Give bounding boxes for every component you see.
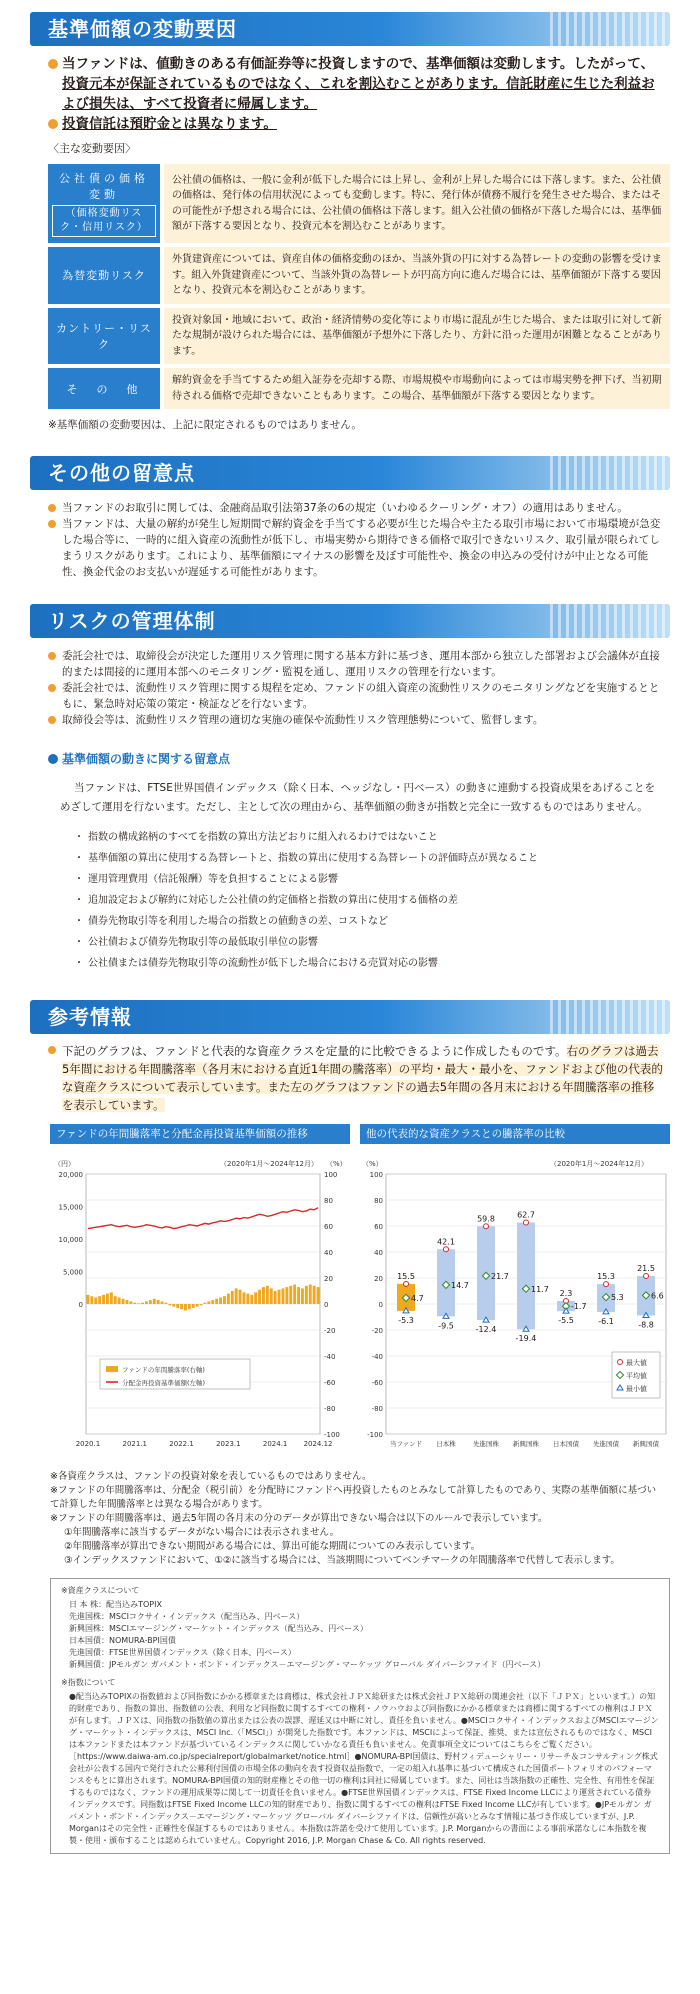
- legend-label: 平均値: [626, 1372, 647, 1380]
- return-bar: [223, 1296, 226, 1304]
- source-line: 新興国株：MSCIエマージング・マーケット・インデックス（配当込み、円ベース）: [69, 1624, 368, 1633]
- other-note-item: 当ファンドのお取引に関しては、金融商品取引法第37条の6の規定（いわゆるクーリング・オフ）の適用はありません。: [48, 500, 664, 516]
- principal-warning-text: 当ファンドは、値動きのある有価証券等に投資しますので、基準価額は変動します。したがって、: [62, 56, 655, 72]
- return-bar: [204, 1303, 207, 1304]
- risk-note: ※基準価額の変動要因は、上記に限定されるものではありません。: [48, 419, 362, 431]
- avg-label: 6.6: [651, 1291, 664, 1301]
- min-label: -5.3: [398, 1315, 414, 1325]
- return-bar: [94, 1298, 97, 1305]
- right-tick-label: 20: [324, 1275, 333, 1283]
- section-title-fluctuation: 基準価額の変動要因: [30, 12, 670, 46]
- max-label: 42.1: [437, 1237, 455, 1247]
- legend-label: ファンドの年間騰落率(右軸): [122, 1366, 205, 1374]
- return-bar: [309, 1285, 312, 1305]
- max-marker: [644, 1274, 649, 1279]
- source-title: ※資産クラスについて: [61, 1586, 140, 1595]
- right-tick-label: -20: [324, 1327, 336, 1335]
- return-bar: [239, 1290, 242, 1304]
- list-item: ・ 公社債または債券先物取引等の流動性が低下した場合における売買対応の影響: [78, 953, 670, 974]
- right-tick-label: 0: [324, 1301, 329, 1309]
- risk-name-cell: [48, 164, 160, 243]
- return-bar: [262, 1287, 265, 1304]
- risk-mgmt-item: 委託会社では、流動性リスク管理に関する規程を定め、ファンドの組入資産の流動性リスクのモニタリングなどを実施するとともに、緊急時対応策の策定・検証などを行ないます。: [48, 680, 664, 712]
- legend-label: 最大値: [626, 1359, 647, 1367]
- left-chart: [50, 1144, 350, 1464]
- right-tick-label: -100: [324, 1431, 340, 1439]
- footnote: ②年間騰落率が算出できない期間がある場合には、算出可能な期間についてのみ表示しています。: [64, 1541, 481, 1552]
- source-line: 先進国債：FTSE世界国債インデックス（除く日本、円ベース）: [69, 1648, 296, 1657]
- return-bar: [180, 1304, 183, 1309]
- x-tick-label: 2022.1: [169, 1440, 194, 1448]
- risk-row: [48, 368, 670, 409]
- right-tick-label: 60: [324, 1223, 333, 1231]
- source-box: [50, 1578, 670, 1854]
- max-marker: [524, 1220, 529, 1225]
- risk-row: [48, 164, 670, 243]
- return-bar: [137, 1303, 140, 1304]
- reference-intro-text: 下記のグラフは、ファンドと代表的な資産クラスを定量的に比較できるように作成したものです。: [62, 1044, 567, 1058]
- return-bar: [168, 1304, 171, 1305]
- max-label: 21.5: [637, 1264, 655, 1274]
- tick-label: 100: [369, 1171, 383, 1179]
- footnote: ※ファンドの年間騰落率は、分配金（税引前）を分配時にファンドへ再投資したものとみなして計算したものであり、実際の基準価額に基づいて計算した年間騰落率とは異なる場合があります。: [50, 1485, 657, 1510]
- avg-label: 11.7: [531, 1284, 549, 1294]
- list-item: ・ 運用管理費用（信託報酬）等を負担することによる影響: [78, 869, 670, 890]
- return-bar: [102, 1295, 105, 1304]
- charts-area: [50, 1124, 670, 1464]
- x-tick-label: 2020.1: [75, 1440, 101, 1448]
- right-tick-label: 40: [324, 1249, 333, 1257]
- footnote: ③インデックスファンドにおいて、①②に該当する場合には、当該期間についてベンチマークの年間騰落率で代替して表示します。: [64, 1555, 620, 1566]
- return-bar: [192, 1304, 195, 1308]
- return-bar: [122, 1299, 125, 1304]
- return-bar: [211, 1300, 214, 1304]
- max-label: 62.7: [517, 1210, 535, 1220]
- left-axis-unit: （円）: [54, 1160, 75, 1168]
- right-axis-unit: （%）: [326, 1160, 347, 1168]
- return-bar: [157, 1300, 160, 1304]
- source-line: 日 本 株：配当込みTOPIX: [69, 1600, 162, 1609]
- deposit-warning-text: 投資信託は預貯金とは異なります。: [62, 116, 277, 132]
- return-bar: [293, 1285, 296, 1305]
- return-bar: [126, 1300, 129, 1304]
- risk-mgmt-item: 取締役会等は、流動性リスク管理の適切な実施の確保や流動性リスク管理態勢について、監督します。: [48, 712, 664, 728]
- tick-label: 0: [378, 1301, 383, 1309]
- chart-period: （2020年1月～2024年12月）: [550, 1160, 648, 1168]
- list-item: ・ 基準価額の算出に使用する為替レートと、指数の算出に使用する為替レートの評価時点が異なること: [78, 848, 670, 869]
- return-bar: [254, 1292, 257, 1304]
- return-bar: [289, 1286, 292, 1304]
- return-bar: [176, 1304, 179, 1308]
- return-bar: [285, 1287, 288, 1304]
- risk-table-caption: 〈主な変動要因〉: [48, 142, 136, 155]
- return-bar: [90, 1296, 93, 1304]
- list-item: ・ 指数の構成銘柄のすべてを指数の算出方法どおりに組入れるわけではないこと: [78, 827, 670, 848]
- legend-label: 分配金再投資基準価額(左軸): [122, 1379, 206, 1387]
- section-title-risk-management: リスクの管理体制: [30, 604, 670, 638]
- reference-footnotes: [50, 1470, 660, 1568]
- return-bar: [172, 1304, 175, 1307]
- return-bar: [305, 1286, 308, 1304]
- return-bar: [282, 1288, 285, 1304]
- tick-label: 20: [374, 1275, 383, 1283]
- return-bar: [161, 1301, 164, 1304]
- category-label: 日本株: [436, 1440, 456, 1448]
- category-label: 日本国債: [553, 1440, 579, 1448]
- return-bar: [118, 1298, 121, 1305]
- chart-period: （2020年1月～2024年12月）: [220, 1160, 318, 1168]
- return-bar: [184, 1304, 187, 1311]
- category-label: 先進国債: [593, 1440, 619, 1448]
- category-label: 当ファンド: [389, 1440, 423, 1448]
- min-label: -6.1: [598, 1316, 614, 1326]
- x-tick-label: 2024.1: [262, 1440, 288, 1448]
- return-bar: [207, 1301, 210, 1304]
- return-bar: [317, 1287, 320, 1304]
- principal-warning-underline: 投資元本が保証されているものではなく、これを割込むことがあります。信託財産に生じた利益および損失は、すべて投資者に帰属します。: [62, 76, 655, 112]
- return-bar: [313, 1286, 316, 1304]
- principal-warning: [48, 54, 664, 114]
- tick-label: 60: [374, 1223, 383, 1231]
- left-tick-label: 5,000: [62, 1268, 83, 1277]
- min-label: -12.4: [475, 1325, 497, 1335]
- right-chart-panel: [360, 1124, 670, 1468]
- return-bar: [141, 1303, 144, 1304]
- return-bar: [196, 1304, 199, 1307]
- return-bar: [219, 1298, 222, 1305]
- tick-label: -100: [367, 1431, 383, 1439]
- list-item: ・ 公社債および債券先物取引等の最低取引単位の影響: [78, 932, 670, 953]
- right-chart-title: 他の代表的な資産クラスとの騰落率の比較: [360, 1124, 670, 1144]
- avg-label: -1.7: [571, 1302, 587, 1312]
- risk-row: [48, 247, 670, 304]
- max-marker: [444, 1247, 449, 1252]
- left-chart-title: ファンドの年間騰落率と分配金再投資基準価額の推移: [50, 1124, 350, 1144]
- range-bar: [517, 1222, 535, 1329]
- axis-unit: （%）: [362, 1160, 383, 1168]
- max-label: 2.3: [559, 1289, 573, 1299]
- max-label: 15.3: [597, 1272, 615, 1282]
- risk-name: カントリー・リスク: [48, 308, 160, 365]
- return-bar: [87, 1295, 90, 1304]
- avg-label: 4.7: [411, 1293, 424, 1303]
- index-title: ※指数について: [61, 1678, 116, 1687]
- list-item: ・ 追加設定および解約に対応した公社債の約定価格と指数の算出に使用する価格の差: [78, 890, 670, 911]
- category-label: 新興国株: [513, 1440, 539, 1448]
- x-tick-label: 2021.1: [122, 1440, 147, 1448]
- max-label: 15.5: [397, 1271, 415, 1281]
- max-marker: [604, 1282, 609, 1287]
- return-bar: [215, 1299, 218, 1304]
- return-bar: [110, 1292, 113, 1304]
- return-bar: [149, 1300, 152, 1304]
- right-tick-label: -80: [324, 1405, 336, 1413]
- right-tick-label: -60: [324, 1379, 336, 1387]
- tick-label: -80: [371, 1405, 383, 1413]
- return-bar: [258, 1290, 261, 1304]
- risk-name: 公社債の価格変動: [59, 172, 149, 201]
- min-label: -8.8: [638, 1320, 654, 1330]
- source-line: 日本国債：NOMURA-BPI国債: [69, 1636, 176, 1645]
- nav-notes-list: [78, 827, 670, 974]
- return-bar: [274, 1291, 277, 1304]
- other-note-item: 当ファンドは、大量の解約が発生し短期間で解約資金を手当てする必要が生じた場合や主たる取引市場において市場環境が急変した場合等に、一時的に組入資産の流動性が低下し、市場実勢から期待できる価格で取引できないリスク、取引量が限られてしまうリスクがあります。これにより、基準価額にマイナスの影響を及ぼす可能性や、換金の申込みの受付けが中止となる可能性、換金代金のお支払いが遅延する可能性があります。: [48, 516, 664, 580]
- source-line: 先進国株：MSCIコクサイ・インデックス（配当込み、円ベース）: [69, 1612, 305, 1621]
- risk-name: そ の 他: [48, 368, 160, 409]
- return-bar: [200, 1304, 203, 1305]
- category-label: 先進国株: [473, 1440, 499, 1448]
- return-bar: [246, 1294, 249, 1304]
- return-bar: [297, 1287, 300, 1304]
- reference-intro-highlight: 右のグラフは過去5年間における年間騰落率（各月末における直近1年間の騰落率）の平均・最大・最小を、ファンドおよび他の代表的な資産クラスについて表示しています。また左のグラフはファンドの過去5年間の各月末における年間騰落率の推移を表示しています。: [62, 1044, 663, 1112]
- risk-mgmt-item: 委託会社では、取締役会が決定した運用リスク管理に関する基本方針に基づき、運用本部から独立した部署および会議体が直接的または間接的に運用本部へのモニタリング・監視を通し、運用リスクの管理を行ないます。: [48, 648, 664, 680]
- return-bar: [278, 1290, 281, 1304]
- index-text: ●配当込みTOPIXの指数値および同指数にかかる標章または商標は、株式会社ＪＰＸ総研または株式会社ＪＰＸ総研の関連会社（以下「ＪＰＸ」といいます。）の知的財産であり、指数の算出、指数値の公表、利用など同指数に関するすべての権利・ノウハウおよび同指数にかかる標章または商標に関するすべての権利はＪＰＸが有します。ＪＰＸは、同指数の指数値の算出または公表の誤謬、遅延又は中断に対し、責任を負いません。●MSCIコクサイ・インデックスおよびMSCIエマージング・マーケット・インデックスは、MSCI Inc.（「MSCI」）が開発した指数です。本ファンドは、MSCIによって保証、推奨、または宣伝されるものではなく、MSCIは本ファンドまたは本ファンドが基づいているインデックスに関していかなる責任も負いません。免責事項全文についてはこちらをご覧ください。［https://www.daiwa-am.co.jp/specialreport/globalmarket/notice.html］●NOMURA-BPI国債は、野村フィデューシャリー・リサーチ＆コンサルティング株式会社が公表する国内で発行された公募利付国債の市場全体の動向を表す投資収益指数で、一定の組入れ基準に基づいて構成された国債ポートフォリオのパフォーマンスをもとに算出されます。NOMURA-BPI国債の知的財産権とその他一切の権利は同社に帰属しています。また、同社は当該指数の正確性、完全性、有用性を保証するものではなく、ファンドの運用成果等に関して一切責任を負いません。●FTSE世界国債インデックスは、FTSE Fixed Income LLCにより運営されている債券インデックスです。同指数はFTSE Fixed Income LLCの知的財産であり、指数に関するすべての権利はFTSE Fixed Income LLCが有しています。●JPモルガン ガバメント・ボンド・インデックス－エマージング・マーケッツ グローバル ダイバーシファイドは、信頼性が高いとみなす情報に基づき作成していますが、J.P. Morganはその完全性・正確性を保証するものではありません。本指数は許諾を受けて使用しています。J.P. Morganからの書面による事前承諾なしに本指数を複製・使用・頒布することは認められていません。Copyright 2016, J.P. Morgan Chase & Co. All rights reserved.: [69, 1692, 659, 1845]
- min-label: -19.4: [515, 1334, 537, 1344]
- max-marker: [484, 1224, 489, 1229]
- right-tick-label: -40: [324, 1353, 336, 1361]
- return-bar: [188, 1304, 191, 1309]
- return-bar: [231, 1291, 234, 1304]
- nav-notes-heading: 基準価額の動きに関する留意点: [48, 750, 670, 767]
- return-bar: [114, 1296, 117, 1304]
- legend-label: 最小値: [626, 1385, 647, 1393]
- avg-label: 5.3: [611, 1293, 624, 1303]
- tick-label: -40: [371, 1353, 383, 1361]
- legend-max-icon: [618, 1360, 623, 1365]
- return-bar: [235, 1288, 238, 1304]
- footnote: ※ファンドの年間騰落率は、過去5年間の各月末の分のデータが算出できない場合は以下のルールで表示しています。: [50, 1513, 548, 1524]
- risk-row: [48, 308, 670, 365]
- section-title-reference: 参考情報: [30, 1000, 670, 1034]
- legend-swatch-bar: [106, 1366, 118, 1372]
- nav-notes-paragraph: 当ファンドは、FTSE世界国債インデックス（除く日本、ヘッジなし・円ベース）の動きに連動する投資成果をあげることをめざして運用を行ないます。ただし、主として次の理由から、基準価額の動きが指数と完全に一致するものではありません。: [60, 782, 656, 813]
- return-bar: [165, 1303, 168, 1304]
- return-bar: [270, 1288, 273, 1304]
- x-tick-label: 2024.12: [303, 1440, 333, 1448]
- min-label: -9.5: [438, 1321, 454, 1331]
- deposit-warning: [48, 114, 664, 134]
- category-label: 新興国債: [633, 1440, 659, 1448]
- avg-label: 21.7: [491, 1271, 509, 1281]
- return-bar: [227, 1294, 230, 1304]
- source-line: 新興国債：JPモルガン ガバメント・ボンド・インデックス－エマージング・マーケッツ グローバル ダイバーシファイド（円ベース）: [69, 1660, 546, 1669]
- risk-desc: 外貨建資産については、資産自体の価格変動のほか、当該外貨の円に対する為替レートの変動の影響を受けます。組入外貨建資産について、当該外貨の為替レートが円高方向に進んだ場合には、基準価額が下落する要因となり、投資元本を割込むことがあります。: [160, 247, 670, 304]
- section-title-other-notes: その他の留意点: [30, 456, 670, 490]
- return-bar: [98, 1296, 101, 1304]
- risk-desc: 公社債の価格は、一般に金利が低下した場合には上昇し、金利が上昇した場合には下落します。また、公社債の価格は、発行体の信用状況によっても変動します。特に、発行体が債務不履行を発生させた場合、またはその可能性が予想される場合には、公社債の価格は下落します。組入公社債の価格が下落した場合には、基準価額が下落する要因となり、投資元本を割込むことがあります。: [160, 164, 670, 243]
- tick-label: -60: [371, 1379, 383, 1387]
- right-chart: [360, 1144, 670, 1464]
- right-tick-label: 100: [324, 1171, 338, 1179]
- x-tick-label: 2023.1: [216, 1440, 241, 1448]
- risk-desc: 投資対象国・地域において、政治・経済情勢の変化等により市場に混乱が生じた場合、または取引に対して新たな規制が設けられた場合には、基準価額が予想外に下落したり、方針に沿った運用が困難となることがあります。: [160, 308, 670, 365]
- return-bar: [243, 1292, 246, 1304]
- risk-table: [48, 160, 670, 413]
- risk-subname: （価格変動リスク・信用リスク）: [52, 205, 156, 237]
- max-marker: [404, 1281, 409, 1286]
- max-label: 59.8: [477, 1214, 495, 1224]
- left-chart-panel: [50, 1124, 350, 1468]
- tick-label: -20: [371, 1327, 383, 1335]
- return-bar: [266, 1286, 269, 1304]
- min-label: -5.5: [558, 1316, 574, 1326]
- tick-label: 40: [374, 1249, 383, 1257]
- return-bar: [106, 1294, 109, 1304]
- list-item: ・ 債券先物取引等を利用した場合の指数との値動きの差、コストなど: [78, 911, 670, 932]
- footnote: ①年間騰落率に該当するデータがない場合には表示されません。: [64, 1527, 340, 1538]
- left-tick-label: 10,000: [58, 1236, 83, 1244]
- return-bar: [153, 1299, 156, 1304]
- return-bar: [301, 1288, 304, 1304]
- risk-name: 為替変動リスク: [48, 247, 160, 304]
- tick-label: 80: [374, 1197, 383, 1205]
- return-bar: [129, 1301, 132, 1304]
- avg-label: 14.7: [451, 1280, 469, 1290]
- risk-desc: 解約資金を手当てするため組入証券を売却する際、市場規模や市場動向によっては市場実勢を押下げ、当初期待される価格で売却できないこともあります。この場合、基準価額が下落する要因となります。: [160, 368, 670, 409]
- left-tick-label: 0: [78, 1301, 83, 1309]
- left-tick-label: 15,000: [58, 1203, 83, 1212]
- return-bar: [133, 1303, 136, 1304]
- reference-intro: [48, 1042, 664, 1114]
- left-tick-label: 20,000: [58, 1171, 83, 1179]
- return-bar: [250, 1295, 253, 1304]
- footnote: ※各資産クラスは、ファンドの投資対象を表しているものではありません。: [50, 1471, 372, 1482]
- right-tick-label: 80: [324, 1197, 333, 1205]
- return-bar: [145, 1301, 148, 1304]
